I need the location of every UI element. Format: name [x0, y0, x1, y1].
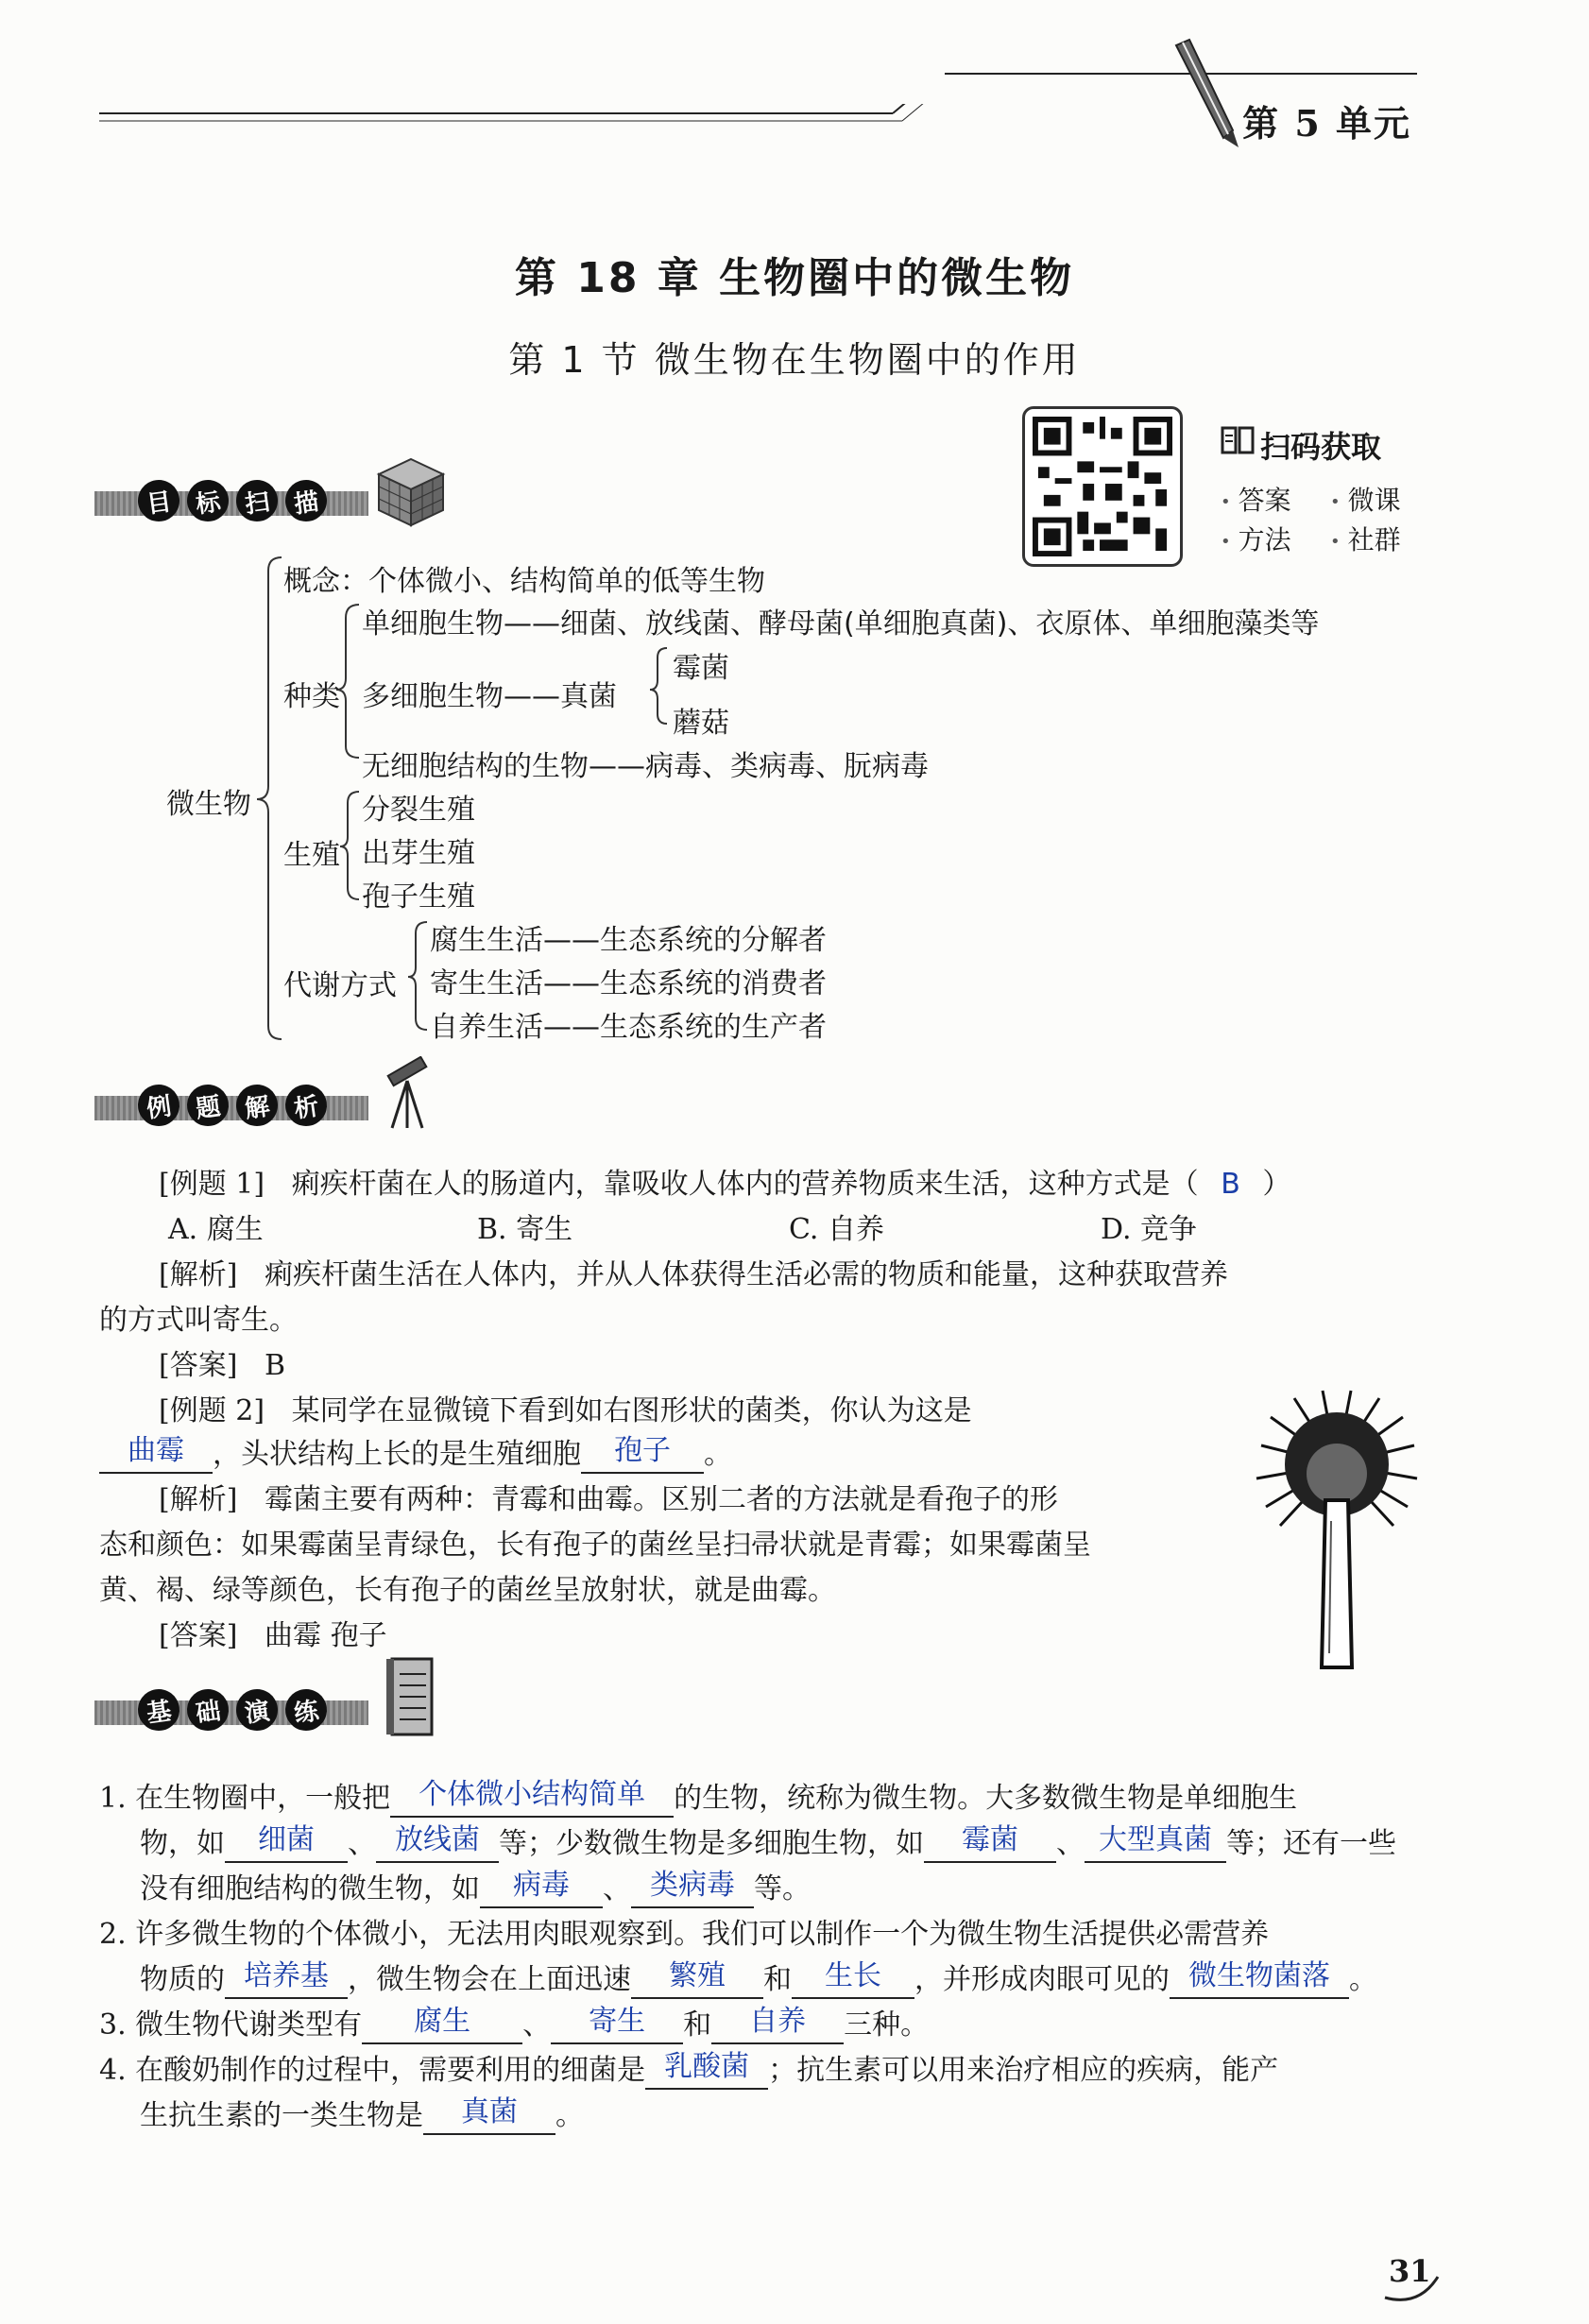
banner-char: 练 — [282, 1686, 330, 1734]
banner-char: 析 — [282, 1082, 330, 1129]
banner-char: 目 — [135, 477, 182, 524]
chapter-title: 第 18 章 生物圈中的微生物 — [514, 254, 1075, 302]
analysis-text: 态和颜色：如果霉菌呈青绿色，长有孢子的菌丝呈扫帚状就是青霉；如果霉菌呈 — [99, 1529, 1091, 1562]
answer-blank: 寄生 — [551, 2001, 683, 2044]
qr-code-icon — [1033, 417, 1172, 556]
scan-title: 扫码获取 — [1260, 429, 1382, 465]
analysis-label: [解析] — [159, 1483, 238, 1516]
banner-char: 描 — [282, 477, 330, 524]
answer-blank: 个体微小结构简单 — [390, 1774, 674, 1818]
page-number-arc — [1381, 2248, 1457, 2305]
mindmap-fungi-mold: 霉菌 — [673, 652, 729, 685]
answer-blank: 细菌 — [225, 1820, 348, 1863]
cube-icon — [373, 453, 449, 529]
exercise-3: 3. 微生物代谢类型有 腐生 、 寄生 和 自养 三种。 — [99, 2001, 929, 2044]
mindmap-repro-label: 生殖 — [283, 839, 340, 872]
answer-blank: 大型真菌 — [1085, 1820, 1226, 1863]
unit-label: 第 5 单元 — [1242, 102, 1411, 145]
answer-blank: 类病毒 — [631, 1865, 754, 1908]
mindmap-types-label: 种类 — [283, 680, 340, 713]
exercise-4: 4. 在酸奶制作的过程中，需要利用的细菌是 乳酸菌 ；抗生素可以用来治疗相应的疾病，能产 — [99, 2046, 1278, 2090]
example2-text: ，头状结构上长的是生殖细胞 — [213, 1438, 581, 1471]
answer-blank: 乳酸菌 — [645, 2046, 768, 2090]
answer-blank: 生长 — [792, 1956, 914, 1999]
option-a: A. 腐生 — [168, 1213, 264, 1246]
example1-close: ） — [1262, 1168, 1291, 1201]
option-d: D. 竞争 — [1101, 1213, 1198, 1246]
example2-label: [例题 2] — [159, 1394, 265, 1427]
banner-char: 基 — [135, 1686, 182, 1734]
mindmap-concept: 概念：个体微小、结构简单的低等生物 — [283, 565, 765, 598]
section-title: 第 1 节 微生物在生物圈中的作用 — [508, 339, 1081, 381]
aspergillus-illustration — [1252, 1389, 1422, 1672]
example1-answer: B — [1221, 1168, 1240, 1201]
example1-label: [例题 1] — [159, 1168, 265, 1201]
exercise-1: 1. 在生物圈中，一般把 个体微小结构简单 的生物，统称为微生物。大多数微生物是单细胞生 — [99, 1774, 1297, 1818]
answer-blank: 培养基 — [225, 1956, 348, 1999]
mindmap-repro-item: 孢子生殖 — [362, 880, 475, 914]
notebook-icon — [383, 1655, 439, 1740]
answer-blank: 病毒 — [480, 1865, 603, 1908]
mindmap-metab-item: 寄生生活——生态系统的消费者 — [430, 967, 827, 1000]
answer-blank: 霉菌 — [924, 1820, 1056, 1863]
analysis-label: [解析] — [159, 1258, 238, 1291]
example2-blank-2: 孢子 — [581, 1430, 704, 1474]
mindmap-root: 微生物 — [166, 788, 251, 821]
scan-item-microlesson[interactable]: • 微课 — [1330, 480, 1401, 518]
answer-blank: 自养 — [711, 2001, 844, 2044]
analysis-text: 霉菌主要有两种：青霉和曲霉。区别二者的方法就是看孢子的形 — [265, 1483, 1059, 1516]
analysis-text: 黄、褐、绿等颜色，长有孢子的菌丝呈放射状，就是曲霉。 — [99, 1574, 836, 1607]
mindmap-repro-item: 出芽生殖 — [362, 837, 475, 870]
qr-code[interactable] — [1022, 406, 1183, 567]
mindmap-repro-item: 分裂生殖 — [362, 794, 475, 827]
example2-blank-1: 曲霉 — [99, 1430, 213, 1474]
banner-char: 础 — [184, 1686, 231, 1734]
scan-item-method[interactable]: • 方法 — [1221, 520, 1291, 557]
answer-label: [答案] — [159, 1619, 238, 1652]
pencil-icon — [1157, 36, 1242, 149]
telescope-icon — [373, 1056, 439, 1132]
mindmap-type-unicellular: 单细胞生物——细菌、放线菌、酵母菌(单细胞真菌)、衣原体、单细胞藻类等 — [362, 607, 1320, 641]
page-number: 31 — [1389, 2253, 1431, 2289]
answer-label: [答案] — [159, 1349, 238, 1382]
answer-blank: 腐生 — [362, 2001, 522, 2044]
mindmap-metab-item: 自养生活——生态系统的生产者 — [430, 1011, 827, 1044]
analysis-text: 的方式叫寄生。 — [99, 1304, 298, 1337]
example1-question: 痢疾杆菌在人的肠道内，靠吸收人体内的营养物质来生活，这种方式是（ — [291, 1168, 1199, 1201]
answer-blank: 真菌 — [423, 2092, 555, 2135]
banner-char: 题 — [184, 1082, 231, 1129]
banner-char: 例 — [135, 1082, 182, 1129]
mindmap-type-multicellular: 多细胞生物——真菌 — [362, 680, 617, 713]
answer-text: 曲霉 孢子 — [265, 1619, 387, 1652]
mindmap-metab-label: 代谢方式 — [283, 969, 397, 1002]
mindmap-type-acellular: 无细胞结构的生物——病毒、类病毒、朊病毒 — [362, 750, 929, 783]
answer-blank: 繁殖 — [631, 1956, 763, 1999]
scan-item-community[interactable]: • 社群 — [1330, 520, 1401, 557]
example2-question: 某同学在显微镜下看到如右图形状的菌类，你认为这是 — [291, 1394, 972, 1427]
banner-char: 演 — [233, 1686, 281, 1734]
mindmap-metab-item: 腐生生活——生态系统的分解者 — [430, 924, 827, 957]
analysis-text: 痢疾杆菌生活在人体内，并从人体获得生活必需的物质和能量，这种获取营养 — [265, 1258, 1229, 1291]
mindmap-fungi-mushroom: 蘑菇 — [673, 707, 729, 740]
answer-text: B — [265, 1349, 286, 1382]
option-b: B. 寄生 — [477, 1213, 573, 1246]
answer-blank: 放线菌 — [376, 1820, 499, 1863]
option-c: C. 自养 — [789, 1213, 884, 1246]
banner-char: 扫 — [233, 477, 281, 524]
banner-char: 解 — [233, 1082, 281, 1129]
exercise-2: 2. 许多微生物的个体微小，无法用肉眼观察到。我们可以制作一个为微生物生活提供必需营养 — [99, 1918, 1270, 1951]
banner-char: 标 — [184, 477, 231, 524]
scan-item-answer[interactable]: • 答案 — [1221, 480, 1291, 518]
answer-blank: 微生物菌落 — [1170, 1956, 1349, 1999]
